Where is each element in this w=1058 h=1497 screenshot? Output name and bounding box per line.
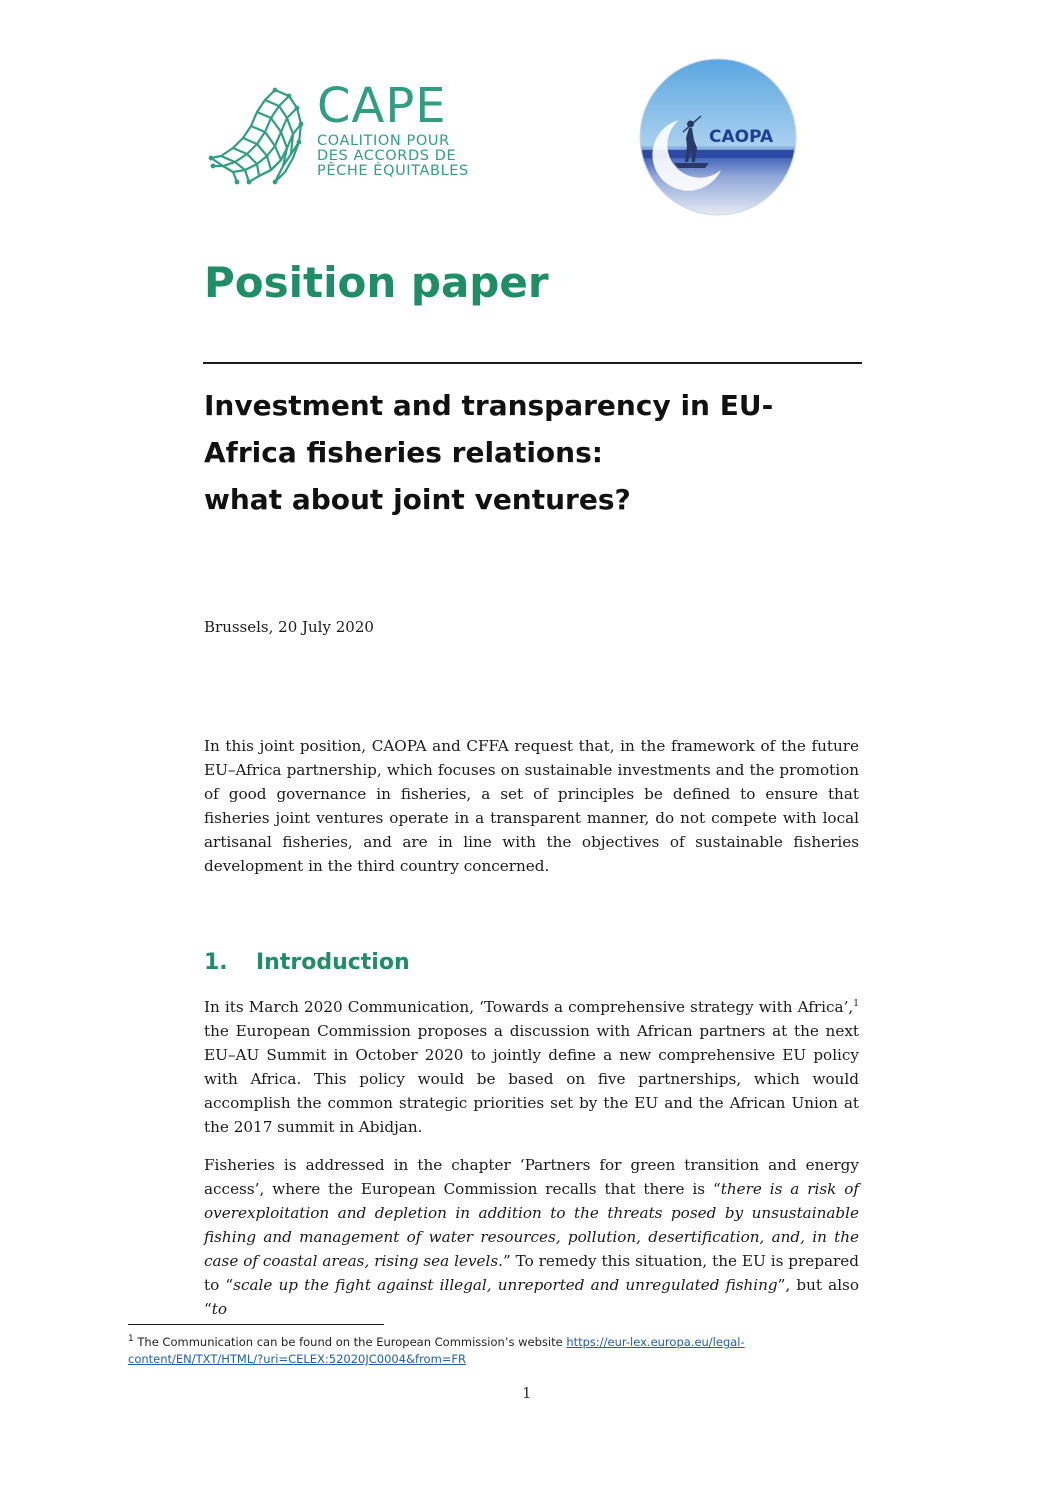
subtitle-line: Investment and transparency in EU- — [204, 389, 774, 422]
footnote-reference[interactable]: 1 — [853, 998, 859, 1009]
subtitle-line: what about joint ventures? — [204, 483, 631, 516]
section-heading — [204, 950, 410, 975]
cape-wordmark: CAPE — [317, 78, 447, 134]
quoted-text: scale up the fight against illegal, unreported and unregulated fishing — [233, 1276, 778, 1294]
caopa-emblem — [639, 58, 797, 216]
document-subtitle — [204, 382, 864, 523]
cape-tagline-line: DES ACCORDS DE — [317, 148, 457, 164]
footnote-marker: 1 — [128, 1334, 134, 1345]
abstract-paragraph: In this joint position, CAOPA and CFFA request that, in the framework of the future EU–Africa partnership, which focuses on sustainable investments and the promotion of good governance in fisheries, a set of principles be defined to ensure that fisheries joint ventures operate in a transparent manner, do not compete with local artisanal fisheries, and are in line with the objectives of sustainable fisheries development in the third country concerned. — [204, 737, 859, 875]
page-title: Position paper — [204, 258, 549, 307]
cape-tagline-line: PÊCHE ÉQUITABLES — [317, 163, 469, 179]
caopa-wordmark: CAOPA — [709, 127, 774, 147]
quoted-text: to — [211, 1300, 228, 1318]
quoted-text: there is a risk of overexploitation and depletion in addition to the threats posed by unsustainable fishing and management of water resources, pollution, desertification, and, in the case of coastal areas, rising sea levels. — [204, 1180, 859, 1270]
title-divider — [203, 362, 862, 364]
intro-paragraph-1 — [204, 995, 859, 1139]
cape-tagline — [317, 134, 469, 179]
footnote — [128, 1334, 868, 1368]
footnote-text: The Communication can be found on the European Commission’s website — [133, 1335, 567, 1349]
caopa-logo — [639, 58, 797, 216]
paragraph-text: In its March 2020 Communication, ‘Towards a comprehensive strategy with Africa’, — [204, 998, 854, 1016]
section-number: 1. — [204, 950, 228, 975]
paragraph-text: Fisheries is addressed in the chapter ‘Partners for green transition and energy access’, where the European Commission recalls that there is “ — [204, 1156, 859, 1198]
intro-paragraph-2 — [204, 1153, 859, 1321]
cape-logo — [205, 78, 469, 186]
paragraph-text: ” To remedy this situation, the EU is prepared to “ — [204, 1252, 859, 1294]
page-number: 1 — [522, 1384, 532, 1402]
fishing-net-icon — [205, 86, 310, 186]
place-and-date: Brussels, 20 July 2020 — [204, 618, 374, 636]
subtitle-line: Africa fisheries relations: — [204, 436, 603, 469]
paragraph-text: ”, but also “ — [204, 1276, 859, 1318]
footnote-divider — [128, 1324, 384, 1325]
cape-tagline-line: COALITION POUR — [317, 133, 450, 149]
footnote-link[interactable]: https://eur-lex.europa.eu/legal-content/EN/TXT/HTML/?uri=CELEX:52020JC0004&from=FR — [128, 1335, 745, 1366]
paragraph-text: the European Commission proposes a discussion with African partners at the next EU–AU Summit in October 2020 to jointly define a new comprehensive EU policy with Africa. This policy would be based on five partnerships, which would accomplish the common strategic priorities set by the EU and the African Union at the 2017 summit in Abidjan. — [204, 1022, 859, 1136]
section-title: Introduction — [256, 950, 410, 975]
